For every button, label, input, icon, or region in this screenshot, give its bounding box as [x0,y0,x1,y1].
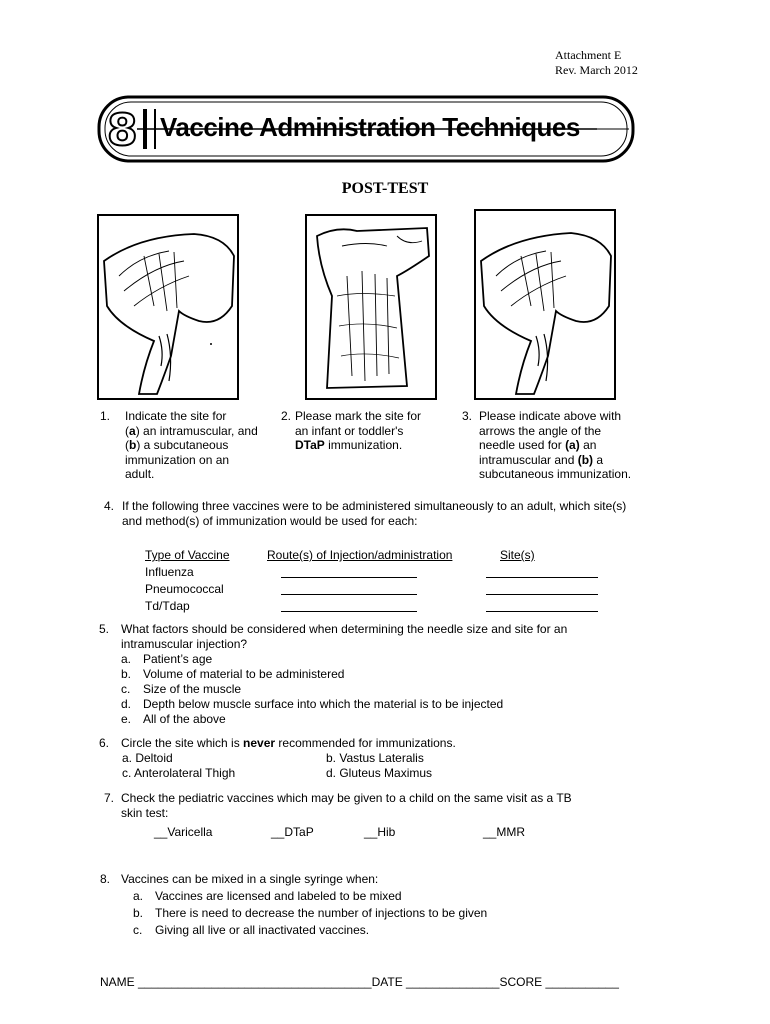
q5-option-b [99,667,719,682]
q1-l2a: ( [125,423,129,438]
question-1 [100,409,270,482]
question-4 [104,499,704,528]
q4-route-blank-2[interactable] [281,594,417,595]
question-7 [104,791,704,820]
q6-number: 6. [99,736,110,750]
q8-option-c [100,922,700,939]
q5-option-b-key: b. [121,667,132,681]
q6-option-b[interactable]: b. Vastus Lateralis [326,751,424,765]
q4-route-blank-3[interactable] [281,611,417,612]
q4-row-pneumococcal: Pneumococcal [145,582,224,596]
q5-number: 5. [99,622,110,636]
q4-route-blank-1[interactable] [281,577,417,578]
q3-l4a: intramuscular and [479,452,578,467]
q2-l3a: DTaP [295,438,325,452]
svg-text:8: 8 [107,105,138,156]
q8-option-b-key: b. [133,906,144,920]
q5-option-a-text: Patient’s age [143,652,213,666]
q8-option-c-key: c. [133,923,143,937]
q8-option-b-text: There is need to decrease the number of injections to be given [155,906,488,920]
q5-option-d-text: Depth below muscle surface into which the material is to be injected [143,697,504,711]
q5-option-d-key: d. [121,697,132,711]
q3-l4b: (b) [577,452,594,467]
q1-line5: adult. [125,467,155,481]
q6-option-d[interactable]: d. Gluteus Maximus [326,766,433,780]
adult-arm-figure-1 [97,214,239,400]
q5-option-c-text: Size of the muscle [143,682,242,696]
q8-option-a-key: a. [133,889,144,903]
q3-l3b: (a) [565,438,580,452]
q4-col-site: Site(s) [500,548,535,562]
attachment-line1: Attachment E [555,48,622,62]
question-2 [281,409,441,453]
q5-line2: intramuscular injection? [121,637,248,651]
q8-line1: Vaccines can be mixed in a single syringe when: [121,872,379,886]
q5-option-e-text: All of the above [143,712,226,726]
question-8 [100,871,700,939]
q4-row-tdtdap: Td/Tdap [145,599,190,613]
q1-line4: immunization on an [125,452,230,467]
q4-line1: If the following three vaccines were to be administered simultaneously to an adult, which site(s) [122,499,627,513]
q3-l3a: needle used for [479,438,566,452]
q1-l3b: b [129,438,137,452]
q3-line5: subcutaneous immunization. [479,467,632,481]
q4-site-blank-2[interactable] [486,594,598,595]
q8-option-a [100,888,700,905]
q8-option-a-text: Vaccines are licensed and labeled to be mixed [155,889,402,903]
banner-title: Vaccine Administration Techniques [160,112,580,142]
q7-option-varicella[interactable]: __Varicella [154,825,213,839]
q2-line1: Please mark the site for [295,409,422,423]
attachment-label [555,48,638,78]
question-3 [462,409,652,482]
question-5 [99,622,719,727]
q7-option-hib[interactable]: __Hib [364,825,396,839]
q1-l3a: ( [125,438,129,452]
q6-l1a: Circle the site which is [121,736,244,750]
q3-number: 3. [462,409,473,423]
q5-option-c [99,682,719,697]
q6-option-c[interactable]: c. Anterolateral Thigh [122,766,236,780]
page-title: POST-TEST [341,180,429,197]
q5-option-b-text: Volume of material to be administered [143,667,345,681]
infant-thigh-figure-2 [305,214,437,400]
q8-option-b [100,905,700,922]
q5-line1: What factors should be considered when determining the needle size and site for an [121,622,568,636]
q7-number: 7. [104,791,115,805]
q1-l2b: a [129,423,136,438]
q7-option-mmr[interactable]: __MMR [483,825,526,839]
q3-line1: Please indicate above with [479,409,622,423]
q3-l3c: an [579,438,597,452]
q4-row-influenza: Influenza [145,565,194,579]
q1-l2c: ) an intramuscular, and [135,423,258,438]
q4-col-route: Route(s) of Injection/administration [267,548,453,562]
q8-number: 8. [100,872,111,886]
q2-line2: an infant or toddler's [295,423,404,438]
q7-line1: Check the pediatric vaccines which may be given to a child on the same visit as a TB [121,791,572,805]
q5-option-a-key: a. [121,652,132,666]
q5-option-e [99,712,719,727]
q1-l3c: ) a subcutaneous [136,438,229,452]
q5-option-a [99,652,719,667]
attachment-line2: Rev. March 2012 [555,63,638,77]
q7-line2: skin test: [121,805,169,820]
q4-number: 4. [104,499,115,513]
q4-site-blank-1[interactable] [486,577,598,578]
q1-line1: Indicate the site for [125,409,227,423]
q4-line2: and method(s) of immunization would be used for each: [122,513,418,528]
q8-option-c-text: Giving all live or all inactivated vaccines. [155,923,370,937]
q6-l1b: never [243,736,276,750]
q5-option-c-key: c. [121,682,131,696]
q7-option-dtap[interactable]: __DTaP [271,825,314,839]
q4-site-blank-3[interactable] [486,611,598,612]
q5-option-d [99,697,719,712]
q1-number: 1. [100,409,111,423]
question-6 [99,736,456,751]
q3-l4c: a [593,452,604,467]
name-date-score-line[interactable]: NAME ___________________________________DATE ______________SCORE ___________ [100,975,619,989]
q6-option-a[interactable]: a. Deltoid [122,751,173,765]
q3-line2: arrows the angle of the [479,423,602,438]
q2-number: 2. [281,409,292,423]
q2-l3b: immunization. [324,438,403,452]
q6-l1c: recommended for immunizations. [275,736,456,750]
q4-col-type: Type of Vaccine [145,548,230,562]
adult-arm-figure-3 [474,209,616,400]
q5-option-e-key: e. [121,712,132,726]
